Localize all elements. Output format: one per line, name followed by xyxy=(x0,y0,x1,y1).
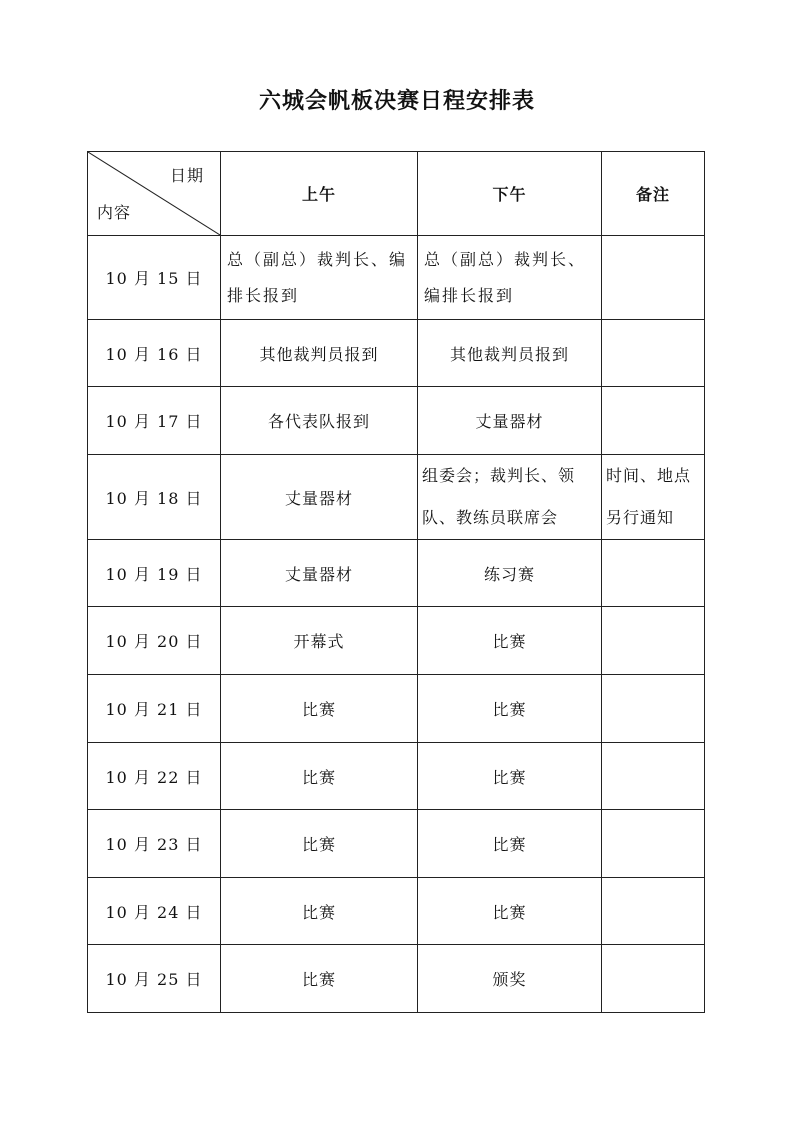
afternoon-cell: 总（副总）裁判长、编排长报到 xyxy=(418,236,602,320)
notes-cell xyxy=(602,236,705,320)
date-cell: 10 月 22 日 xyxy=(88,743,221,810)
morning-cell: 比赛 xyxy=(221,810,418,878)
morning-cell: 丈量器材 xyxy=(221,455,418,540)
notes-cell xyxy=(602,743,705,810)
afternoon-cell: 其他裁判员报到 xyxy=(418,320,602,387)
date-cell: 10 月 17 日 xyxy=(88,387,221,455)
morning-cell: 比赛 xyxy=(221,743,418,810)
morning-cell: 比赛 xyxy=(221,945,418,1013)
table-row xyxy=(88,320,705,387)
notes-cell xyxy=(602,540,705,607)
morning-cell: 比赛 xyxy=(221,878,418,945)
date-cell: 10 月 24 日 xyxy=(88,878,221,945)
notes-cell xyxy=(602,387,705,455)
notes-cell: 时间、地点另行通知 xyxy=(602,455,705,540)
notes-cell xyxy=(602,675,705,743)
afternoon-cell: 比赛 xyxy=(418,675,602,743)
notes-cell xyxy=(602,607,705,675)
date-cell: 10 月 25 日 xyxy=(88,945,221,1013)
table-row xyxy=(88,675,705,743)
morning-cell: 各代表队报到 xyxy=(221,387,418,455)
afternoon-cell: 组委会；裁判长、领队、教练员联席会 xyxy=(418,455,602,540)
schedule-table xyxy=(87,151,705,1013)
afternoon-cell: 颁奖 xyxy=(418,945,602,1013)
content-header-label: 内容 xyxy=(97,203,132,222)
header-row xyxy=(88,152,705,236)
afternoon-cell: 比赛 xyxy=(418,607,602,675)
notes-cell xyxy=(602,810,705,878)
table-row xyxy=(88,387,705,455)
morning-cell: 其他裁判员报到 xyxy=(221,320,418,387)
date-header-label: 日期 xyxy=(169,166,204,185)
page-title: 六城会帆板决赛日程安排表 xyxy=(258,88,535,114)
afternoon-cell: 练习赛 xyxy=(418,540,602,607)
table-row xyxy=(88,810,705,878)
notes-cell xyxy=(602,320,705,387)
table-row xyxy=(88,878,705,945)
date-cell: 10 月 15 日 xyxy=(88,236,221,320)
morning-cell: 总（副总）裁判长、编排长报到 xyxy=(221,236,418,320)
date-cell: 10 月 19 日 xyxy=(88,540,221,607)
date-cell: 10 月 23 日 xyxy=(88,810,221,878)
afternoon-cell: 比赛 xyxy=(418,878,602,945)
table-row xyxy=(88,607,705,675)
date-cell: 10 月 16 日 xyxy=(88,320,221,387)
afternoon-cell: 比赛 xyxy=(418,810,602,878)
morning-cell: 比赛 xyxy=(221,675,418,743)
table-row xyxy=(88,236,705,320)
notes-header: 备注 xyxy=(602,152,705,236)
notes-cell xyxy=(602,878,705,945)
table-row xyxy=(88,945,705,1013)
morning-header: 上午 xyxy=(221,152,418,236)
date-cell: 10 月 21 日 xyxy=(88,675,221,743)
table-row xyxy=(88,455,705,540)
date-cell: 10 月 18 日 xyxy=(88,455,221,540)
notes-cell xyxy=(602,945,705,1013)
table-row xyxy=(88,743,705,810)
morning-cell: 丈量器材 xyxy=(221,540,418,607)
date-cell: 10 月 20 日 xyxy=(88,607,221,675)
afternoon-cell: 比赛 xyxy=(418,743,602,810)
afternoon-header: 下午 xyxy=(418,152,602,236)
table-row xyxy=(88,540,705,607)
afternoon-cell: 丈量器材 xyxy=(418,387,602,455)
diagonal-header-cell xyxy=(88,152,221,236)
morning-cell: 开幕式 xyxy=(221,607,418,675)
